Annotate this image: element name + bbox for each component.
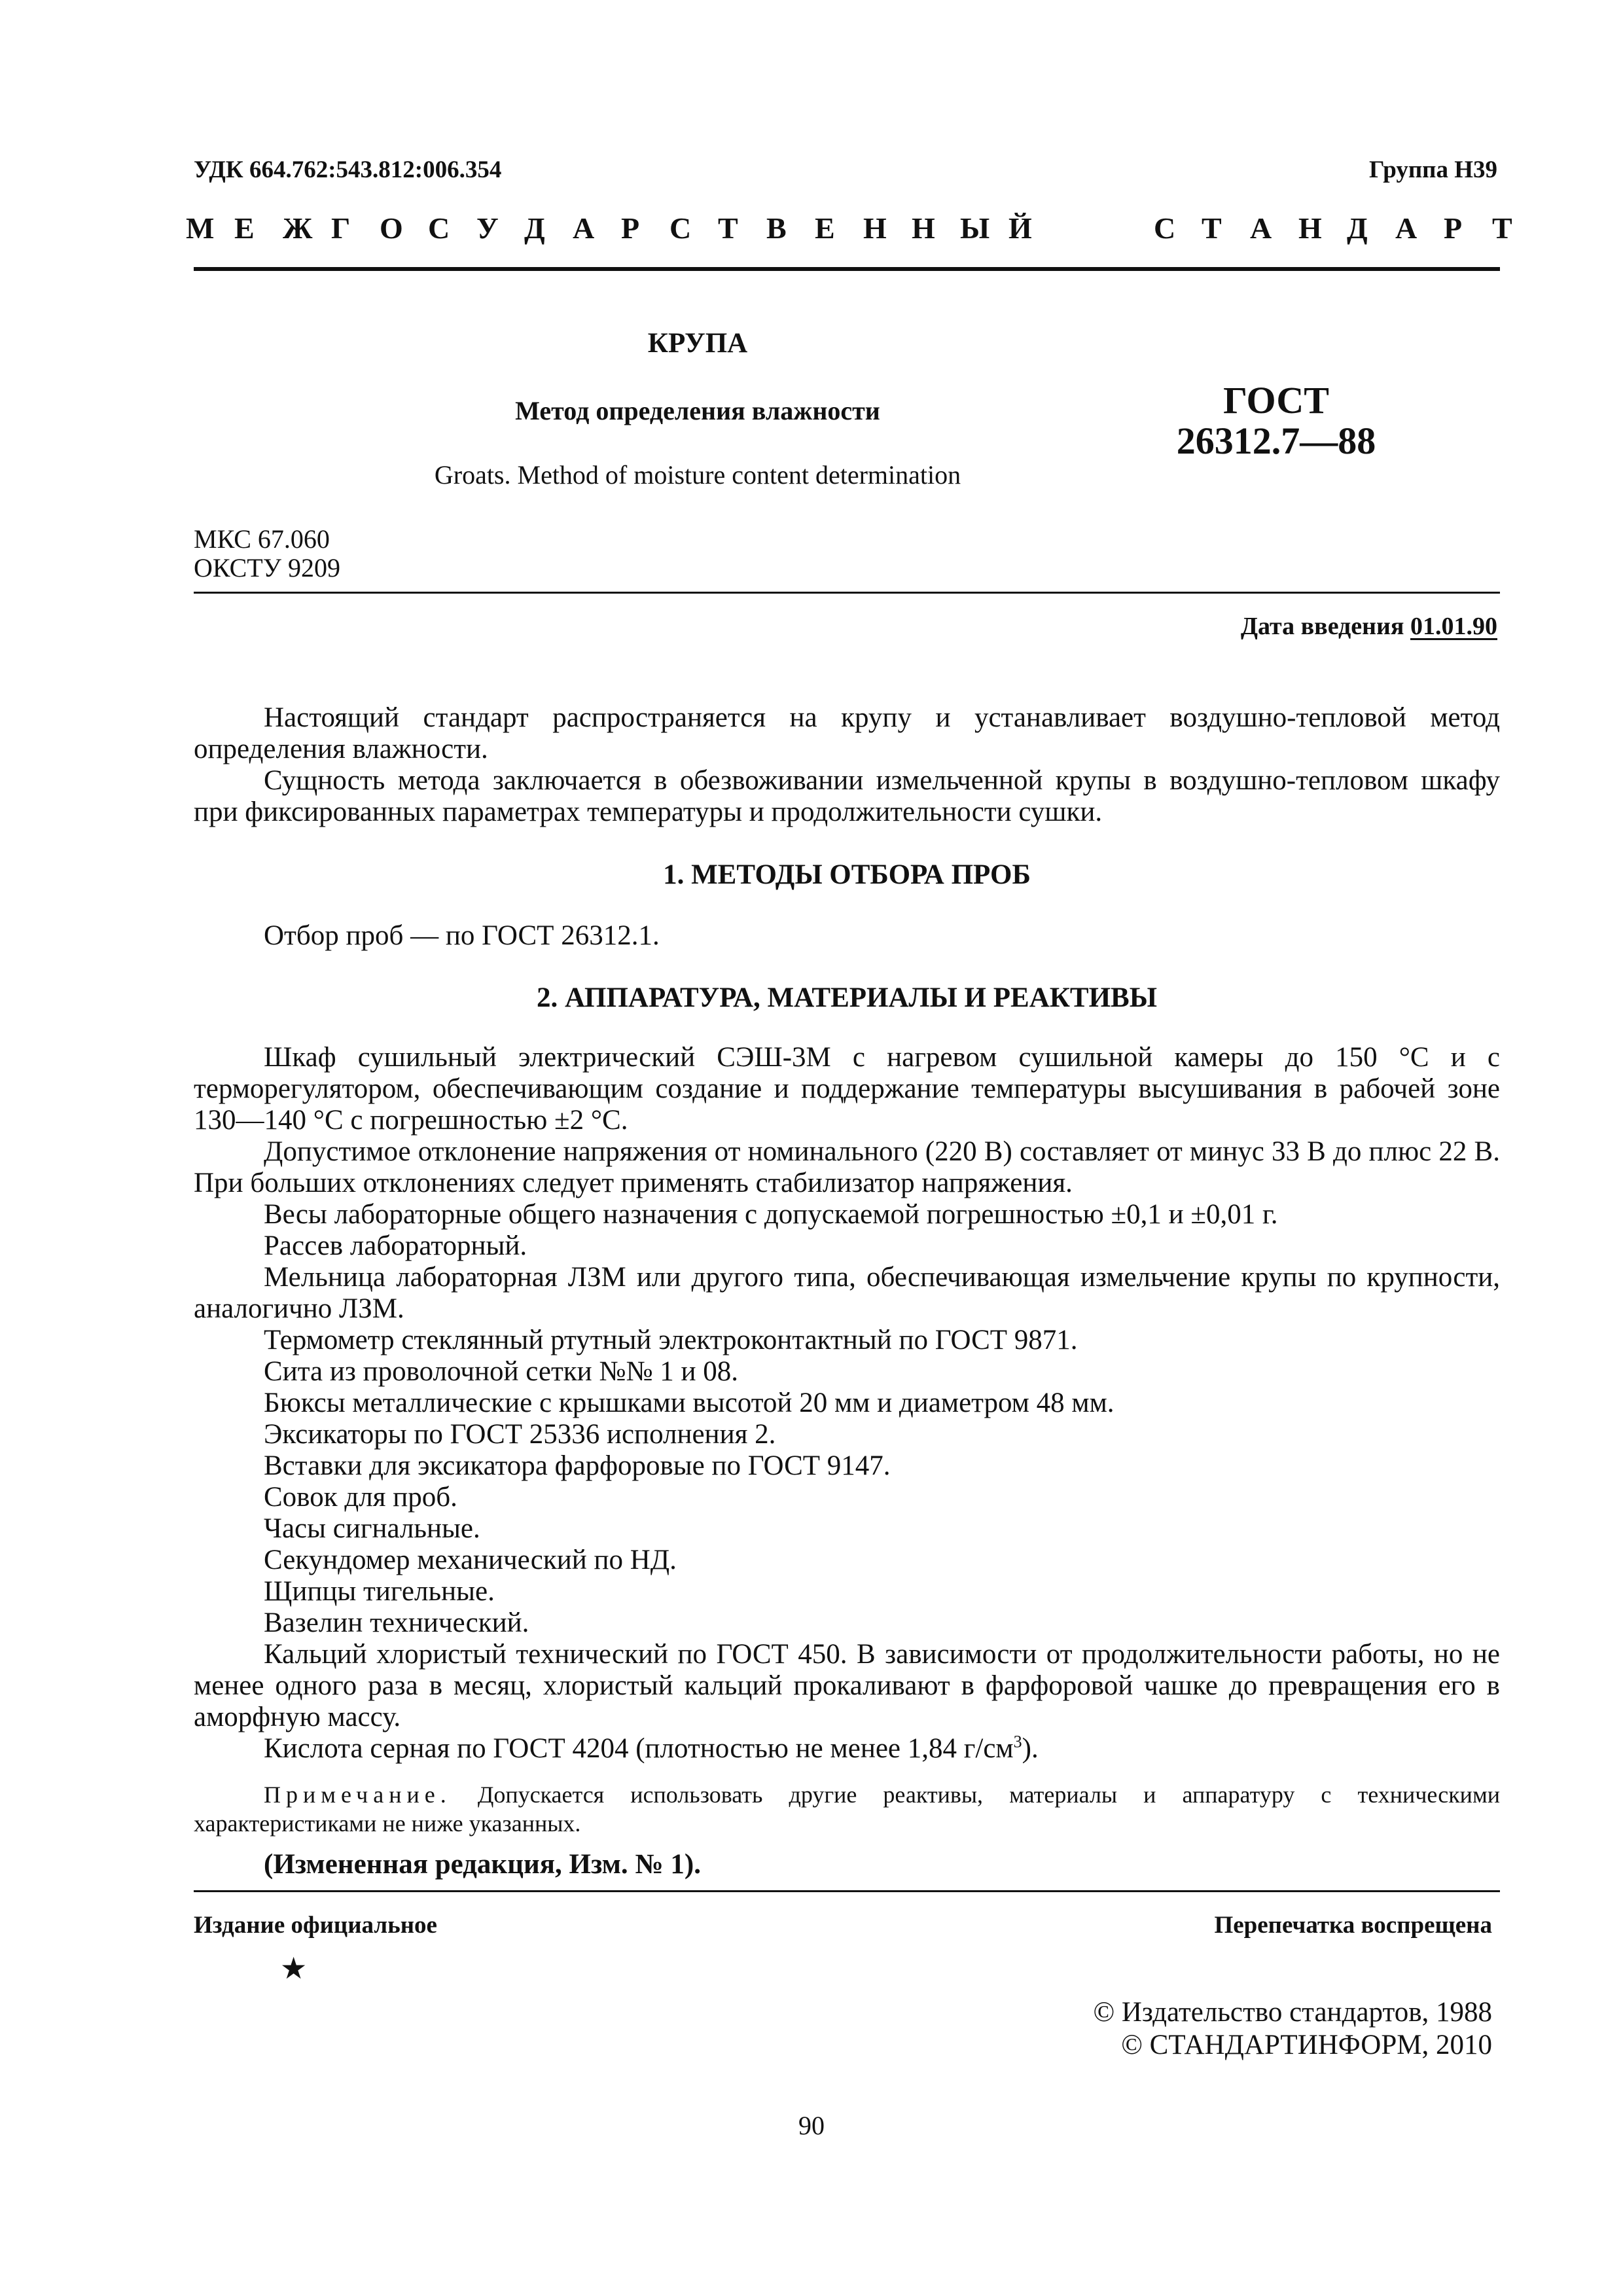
interstate-letter: В — [766, 211, 787, 245]
gost-number: 26312.7—88 — [1176, 420, 1376, 462]
copyright-2010: © СТАНДАРТИНФОРМ, 2010 — [1121, 2030, 1492, 2060]
note-text: Допускается использовать другие реактивы, материалы и аппаратуру с техническими характеристиками не ниже указанных. — [194, 1782, 1500, 1837]
standard-letter: А — [1250, 211, 1272, 245]
voltage-paragraph: Допустимое отклонение напряжения от номинального (220 В) составляет от минус 33 В до плюс 22 В. При больших отклонениях следует применять стабилизатор напряжения. — [194, 1136, 1500, 1198]
intro-paragraph-essence: Сущность метода заключается в обезвоживании измельченной крупы в воздушно-тепловом шкафу при фиксированных параметрах температуры и продолжительности сушки. — [194, 765, 1500, 827]
list-item: Сита из проволочной сетки №№ 1 и 08. — [264, 1356, 738, 1387]
interstate-letter: Е — [234, 211, 255, 245]
list-item: Вазелин технический. — [264, 1607, 529, 1638]
section-1-title: 1. МЕТОДЫ ОТБОРА ПРОБ — [663, 859, 1031, 890]
footer-rule — [194, 1890, 1500, 1892]
list-item: Совок для проб. — [264, 1482, 457, 1513]
interstate-letter: М — [186, 211, 215, 245]
sulfuric-acid-text: Кислота серная по ГОСТ 4204 (плотностью не менее 1,84 г/см — [264, 1733, 1014, 1764]
interstate-letter: Н — [863, 211, 887, 245]
star-icon: ★ — [280, 1952, 308, 1985]
interstate-letter: С — [428, 211, 450, 245]
drying-cabinet-paragraph: Шкаф сушильный электрический СЭШ-3М с нагревом сушильной камеры до 150 °С и с терморегулятором, обеспечивающим создание и поддержание температуры высушивания в рабочей зоне 130—140 °С с погрешностью ±2 °С. — [194, 1042, 1500, 1136]
method-subtitle: Метод определения влажности — [515, 396, 880, 425]
interstate-letter: А — [573, 211, 595, 245]
intro-date-label: Дата введения — [1240, 613, 1404, 640]
official-edition: Издание официальное — [194, 1912, 437, 1939]
list-item: Термометр стеклянный ртутный электроконтактный по ГОСТ 9871. — [264, 1325, 1078, 1355]
note-label: Примечание. — [264, 1782, 452, 1808]
udk-code: УДК 664.762:543.812:006.354 — [194, 156, 502, 183]
english-title: Groats. Method of moisture content determination — [434, 460, 961, 490]
sulfuric-acid-item — [264, 1733, 1039, 1765]
reprint-prohibited: Перепечатка воспрещена — [1214, 1912, 1492, 1939]
list-item: Эксикаторы по ГОСТ 25336 исполнения 2. — [264, 1419, 776, 1450]
standard-letter: А — [1395, 211, 1418, 245]
section-2-title: 2. АППАРАТУРА, МАТЕРИАЛЫ И РЕАКТИВЫ — [537, 982, 1157, 1013]
interstate-letter: Р — [621, 211, 640, 245]
list-item: Вставки для эксикатора фарфоровые по ГОСТ 9147. — [264, 1450, 891, 1481]
cubic-superscript: 3 — [1013, 1732, 1022, 1751]
revision-note: (Измененная редакция, Изм. № 1). — [264, 1849, 701, 1880]
calcium-chloride-paragraph: Кальций хлористый технический по ГОСТ 450. В зависимости от продолжительности работы, но не менее одного раза в месяц, хлористый кальций прокаливают в фарфоровой чашке до превращения его в аморфную массу. — [194, 1639, 1500, 1732]
copyright-1988: © Издательство стандартов, 1988 — [1093, 1997, 1492, 2028]
section-1-text: Отбор проб — по ГОСТ 26312.1. — [264, 920, 660, 951]
codes-rule — [194, 592, 1500, 594]
sulfuric-acid-end: ). — [1022, 1733, 1039, 1764]
list-item: Часы сигнальные. — [264, 1513, 480, 1544]
interstate-letter: У — [476, 211, 499, 245]
interstate-letter: Н — [912, 211, 935, 245]
okstu-code: ОКСТУ 9209 — [194, 553, 341, 583]
interstate-letter: Т — [718, 211, 738, 245]
standard-letter: Т — [1492, 211, 1512, 245]
standard-letter: Д — [1347, 211, 1368, 245]
interstate-letter: Д — [524, 211, 545, 245]
intro-date-value: 01.01.90 — [1410, 613, 1497, 640]
note-paragraph — [194, 1780, 1500, 1838]
interstate-letter: С — [669, 211, 692, 245]
intro-date — [1241, 612, 1497, 641]
document-title: КРУПА — [647, 328, 748, 359]
intro-paragraph-scope: Настоящий стандарт распространяется на крупу и устанавливает воздушно-тепловой метод определения влажности. — [194, 702, 1500, 764]
mill-paragraph: Мельница лабораторная ЛЗМ или другого типа, обеспечивающая измельчение крупы по крупности, аналогично ЛЗМ. — [194, 1262, 1500, 1324]
interstate-letter: О — [380, 211, 403, 245]
gost-label: ГОСТ — [1223, 379, 1329, 422]
scales-item: Весы лабораторные общего назначения с допускаемой погрешностью ±0,1 и ±0,01 г. — [264, 1199, 1278, 1230]
interstate-letter: Ы — [960, 211, 990, 245]
list-item: Бюксы металлические с крышками высотой 20 мм и диаметром 48 мм. — [264, 1388, 1115, 1418]
interstate-standard-banner — [186, 211, 1512, 250]
interstate-letter: Г — [331, 211, 351, 245]
standard-letter: Т — [1202, 211, 1222, 245]
list-item: Щипцы тигельные. — [264, 1576, 495, 1607]
interstate-letter: Е — [815, 211, 835, 245]
interstate-letter: Й — [1008, 211, 1032, 245]
group-code: Группа Н39 — [1369, 156, 1497, 183]
mks-code: МКС 67.060 — [194, 524, 330, 554]
standard-letter: С — [1154, 211, 1176, 245]
header-rule — [194, 267, 1500, 271]
standard-letter: Р — [1444, 211, 1463, 245]
sifter-item: Рассев лабораторный. — [264, 1230, 527, 1261]
interstate-letter: Ж — [283, 211, 313, 245]
standard-letter: Н — [1298, 211, 1322, 245]
page-number: 90 — [798, 2111, 825, 2140]
list-item: Секундомер механический по НД. — [264, 1545, 677, 1575]
